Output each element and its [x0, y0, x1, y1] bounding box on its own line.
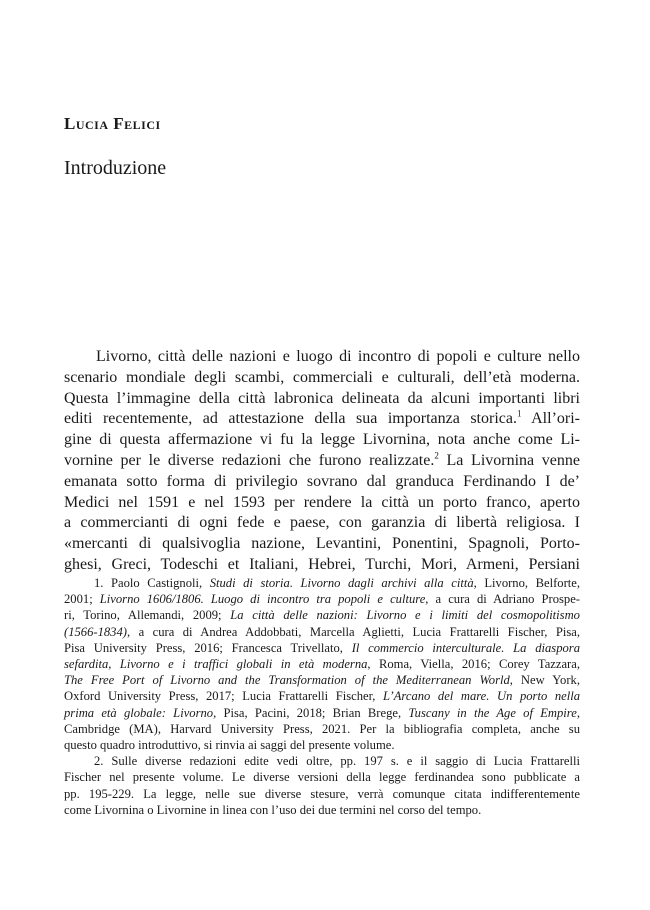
body-line: Medici nel 1591 e nel 1593 per rendere la città un porto franco, aperto	[64, 493, 580, 511]
footnote-line: Fischer nel presente volume. Le diverse versioni della legge ferdinandea sono pubblicate a	[64, 770, 580, 785]
body-line: emanata sotto forma di privilegio sovrano dal granduca Ferdinando I de’	[64, 472, 580, 490]
footnote-text: , Livorno, Belforte,	[473, 576, 580, 590]
footnote-line	[64, 591, 580, 607]
footnote-text: , a cura di Andrea Addobbati, Marcella Aglietti, Lucia Frattarelli Fischer, Pisa,	[126, 624, 580, 639]
footnote-line: questo quadro introduttivo, si rinvia ai saggi del presente volume.	[64, 738, 395, 753]
body-line-text: La Livornina venne	[438, 451, 580, 469]
footnote-line: pp. 195-229. La legge, nelle sue diverse stesure, verrà comunque citata indifferentemente	[64, 786, 580, 801]
footnote-line	[64, 672, 580, 688]
footnote-line	[64, 688, 580, 704]
footnote-line	[64, 624, 580, 640]
footnote-text: 2001;	[64, 592, 100, 607]
footnote-ref-2[interactable]: 2	[434, 450, 439, 461]
footnote-text: ri, Torino, Allemandi, 2009;	[64, 608, 231, 623]
citation-title: Livorno 1606/1806. Luogo di incontro tra popoli e culture	[99, 592, 426, 607]
footnote-line: Cambridge (MA), Harvard University Press, 2021. Per la bibliografia completa, anche su	[64, 721, 580, 736]
footnote-text: , New York,	[509, 673, 580, 688]
citation-title: Studi di storia. Livorno dagli archivi alla città	[209, 576, 474, 590]
body-line: Livorno, città delle nazioni e luogo di incontro di popoli e culture nello	[96, 348, 580, 365]
citation-title: La città delle nazioni: Livorno e i limiti del cosmopolitismo	[230, 608, 580, 623]
footnote-line	[64, 575, 580, 591]
chapter-author: Lucia Felici	[64, 114, 161, 133]
citation-title: (1566-1834)	[64, 624, 127, 639]
citation-title: sefardita, Livorno e i traffici globali in età moderna	[64, 657, 368, 672]
footnote-line	[64, 705, 580, 721]
citation-title: The Free Port of Livorno and the Transformation of the Mediterranean World	[64, 673, 510, 688]
body-line: a commercianti di ogni fede e paese, con garanzia di libertà religiosa. I	[64, 514, 580, 532]
footnote-1	[64, 575, 580, 753]
body-line: gine di questa affermazione vi fu la legge Livornina, nota anche come Li-	[64, 431, 580, 449]
footnotes	[64, 575, 580, 818]
footnote-text: 1. Paolo Castignoli,	[94, 576, 210, 590]
footnote-text: Oxford University Press, 2017; Lucia Frattarelli Fischer,	[64, 689, 383, 704]
body-line: scenario mondiale degli scambi, commerciali e culturali, dell’età moderna.	[64, 368, 580, 386]
footnote-text: , Pisa, Pacini, 2018; Brian Brege,	[213, 705, 409, 720]
body-line: «mercanti di qualsivoglia nazione, Levantini, Ponentini, Spagnoli, Porto-	[64, 535, 580, 553]
citation-title: Tuscany in the Age of Empire	[408, 705, 577, 720]
footnote-line: come Livornina o Livornine in linea con l’uso dei due termini nel corso del tempo.	[64, 802, 482, 817]
footnote-ref-1[interactable]: 1	[516, 409, 522, 420]
footnote-text: , Roma, Viella, 2016; Corey Tazzara,	[367, 657, 580, 672]
footnote-text: Pisa University Press, 2016; Francesca Trivellato,	[64, 640, 352, 655]
body-line-text: editi recentemente, ad attestazione della sua importanza storica.	[64, 410, 517, 428]
citation-title: L’Arcano del mare. Un porto nella	[383, 689, 580, 704]
footnote-line	[64, 640, 580, 656]
chapter-title: Introduzione	[64, 157, 167, 179]
body-line	[64, 451, 580, 472]
body-line: Questa l’immagine della città labronica delineata da alcuni importanti libri	[64, 389, 580, 407]
footnote-line: 2. Sulle diverse redazioni edite vedi oltre, pp. 197 s. e il saggio di Lucia Frattarelli	[94, 754, 580, 769]
body-line: ghesi, Greci, Todeschi et Italiani, Hebrei, Turchi, Mori, Armeni, Persiani	[64, 555, 580, 573]
footnote-2	[64, 753, 580, 818]
footnote-line	[64, 607, 580, 623]
body-line	[64, 409, 580, 430]
body-line-text: All’ori-	[521, 410, 580, 428]
body-paragraph	[64, 347, 580, 576]
citation-title: prima età globale: Livorno	[64, 705, 214, 720]
body-line-text: vornine per le diverse redazioni che furono realizzate.	[64, 451, 435, 469]
footnote-text: , a cura di Adriano Prospe-	[425, 592, 581, 607]
citation-title: Il commercio interculturale. La diaspora	[351, 640, 580, 655]
footnote-text: ,	[576, 705, 580, 720]
footnote-line	[64, 656, 580, 672]
